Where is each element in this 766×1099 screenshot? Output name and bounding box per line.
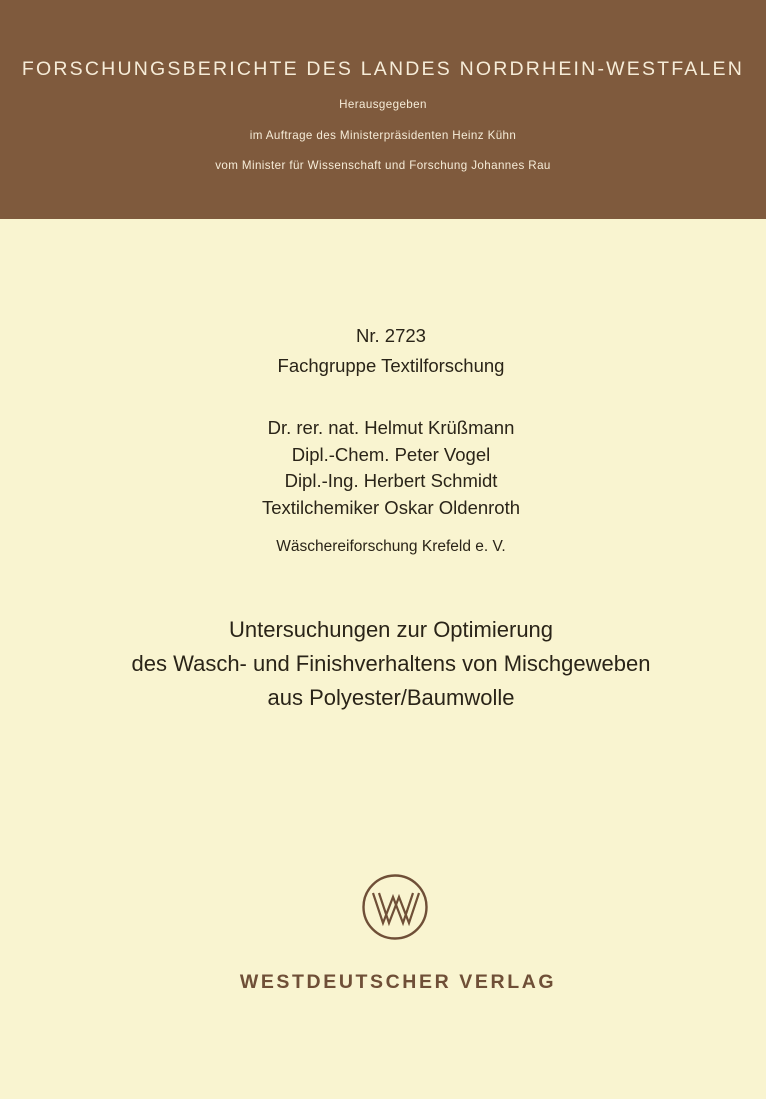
title-line-2: des Wasch- und Finishverhaltens von Mischgeweben — [131, 651, 651, 676]
series-title: FORSCHUNGSBERICHTE DES LANDES NORDRHEIN-WESTFALEN — [21, 58, 745, 80]
editor-line-ministerpraesident: im Auftrage des Ministerpräsidenten Heinz Kühn — [249, 129, 517, 142]
westdeutscher-verlag-logo-icon — [361, 873, 429, 941]
author-1: Dr. rer. nat. Helmut Krüßmann — [267, 417, 515, 438]
report-number: Nr. 2723 — [356, 325, 426, 346]
publisher-name: WESTDEUTSCHER VERLAG — [239, 971, 557, 993]
editor-line-herausgegeben: Herausgegeben — [339, 98, 427, 111]
title-line-3: aus Polyester/Baumwolle — [267, 685, 515, 710]
author-2: Dipl.-Chem. Peter Vogel — [291, 444, 491, 465]
title-line-1: Untersuchungen zur Optimierung — [228, 617, 554, 642]
editor-line-minister: vom Minister für Wissenschaft und Forschung Johannes Rau — [215, 159, 551, 172]
series-header-band — [0, 0, 766, 219]
institution: Wäschereiforschung Krefeld e. V. — [276, 538, 506, 555]
author-4: Textilchemiker Oskar Oldenroth — [261, 497, 521, 518]
report-group: Fachgruppe Textilforschung — [277, 355, 505, 376]
author-3: Dipl.-Ing. Herbert Schmidt — [284, 470, 498, 491]
